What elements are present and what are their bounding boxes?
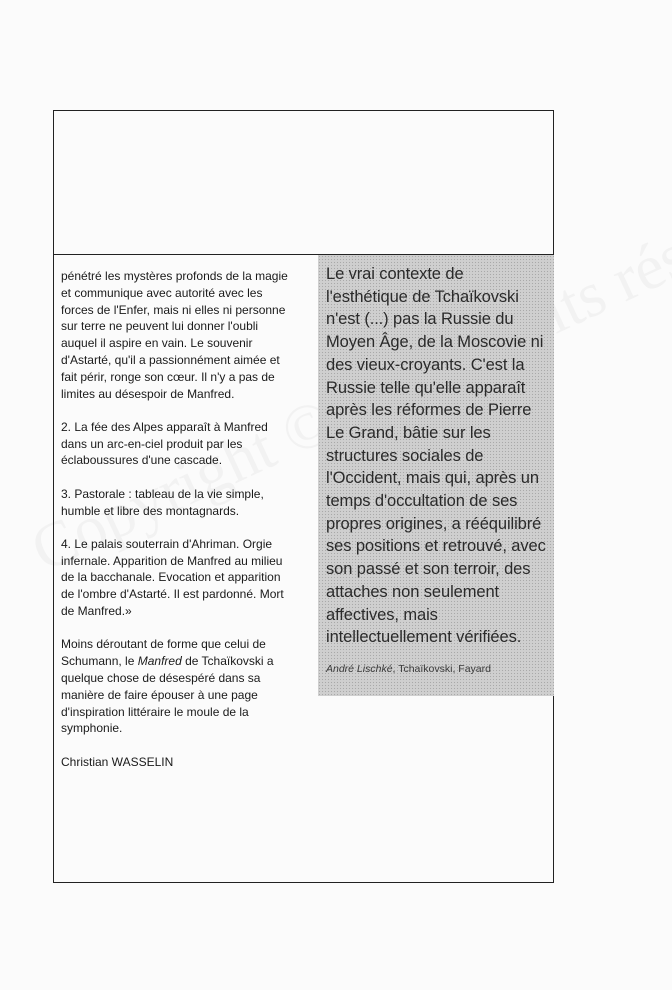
paragraph-4: 4. Le palais souterrain d'Ahriman. Orgie infernale. Apparition de Manfred au milieu de la bacchanale. Evocation et apparition de l'ombre d'Astarté. Il est pardonné. Mort de Manfred.» <box>61 536 284 619</box>
paragraph-2: 2. La fée des Alpes apparaît à Manfred dans un arc-en-ciel produit par les éclaboussures d'une cascade. <box>61 419 268 468</box>
quote-source: , Tchaïkovski, Fayard <box>392 662 491 675</box>
article-column <box>61 268 297 787</box>
signature: Christian WASSELIN <box>61 754 174 769</box>
quote-text: Le vrai contexte de l'esthétique de Tchaïkovski n'est (...) pas la Russie du Moyen Âge, de la Moscovie ni des vieux-croyants. C'est la Russie telle qu'elle apparaît après les réformes de Pierre Le Grand, bâtie sur les structures sociales de l'Occident, mais qui, après un temps d'occultation de ses propres origines, a rééquilibré ses positions et retrouvé, avec son passé et son terroir, des attaches non seulement affectives, mais intellectuellement vérifiées. <box>326 265 546 647</box>
quote-author: André Lischké <box>326 662 393 675</box>
quote-box <box>318 255 554 696</box>
paragraph-3: 3. Pastorale : tableau de la vie simple, humble et libre des montagnards. <box>61 486 264 518</box>
paragraph-5-end: de Tchaïkovski a quelque chose de désespéré dans sa manière de faire épouser à une page d'inspiration littéraire le moule de la symphonie. <box>61 654 274 736</box>
paragraph-5-start: Moins déroutant de forme que celui de Schumann, le <box>61 637 266 669</box>
empty-header-band <box>54 111 553 255</box>
paragraph-1: pénétré les mystères profonds de la magie et communique avec autorité avec les forces de l'Enfer, mais ni elles ni personne sur terre ne peuvent lui donner l'oubli auquel il aspire en vain. Le souvenir d'Astarté, qu'il a passionnément aimée et fait périr, ronge son cœur. Il n'y a pas de limites au désespoir de Manfred. <box>61 269 288 401</box>
work-title: Manfred <box>137 654 182 669</box>
page-frame <box>53 110 554 883</box>
paragraph-5 <box>61 636 297 737</box>
quote-citation <box>326 663 548 675</box>
